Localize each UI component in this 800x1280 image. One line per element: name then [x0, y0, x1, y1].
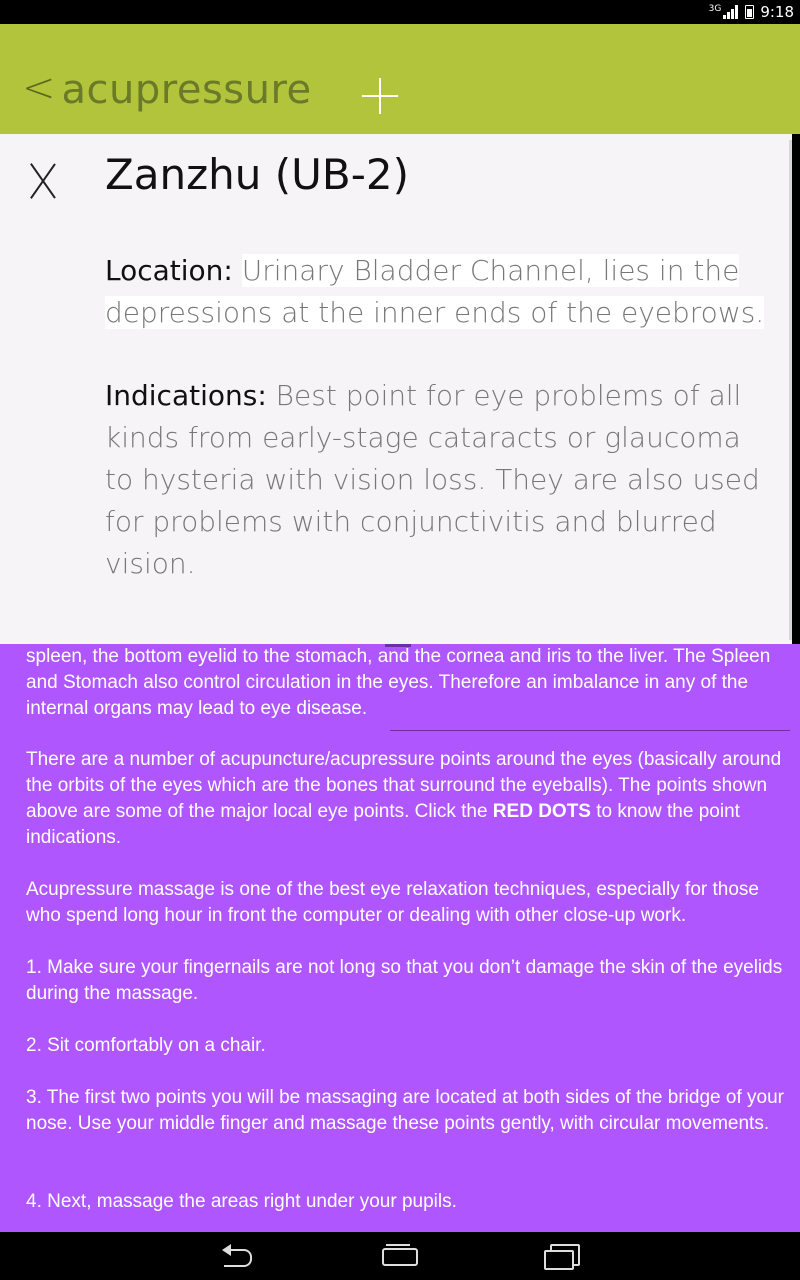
chevron-left-icon: < [22, 65, 56, 111]
popup-scrollbar[interactable] [789, 140, 792, 640]
back-icon[interactable] [220, 1240, 260, 1272]
article-content [0, 644, 800, 1232]
indications-label: Indications: [105, 379, 267, 412]
action-bar [0, 24, 800, 134]
location-label: Location: [105, 254, 233, 287]
location-text: Urinary Bladder Channel, lies in the depressions at the inner ends of the eyebrows. [105, 254, 765, 329]
article-text: There are a number of acupuncture/acupressure points around the eyes (basically around the orbits of the eyes which are the bones that surround the eyeballs). The points shown above are some of the major local eye points. Click the [26, 749, 782, 822]
article-divider [390, 730, 790, 731]
status-icons [709, 0, 794, 24]
article-paragraph: Acupressure massage is one of the best eye relaxation techniques, especially for those who spend long hour in front the computer or dealing with other close-up work. [26, 879, 759, 926]
point-title: Zanzhu (UB-2) [105, 150, 409, 199]
article-paragraph: spleen, the bottom eyelid to the stomach, and the cornea and iris to the liver. The Spleen and Stomach also control circulation in the eyes. Therefore an imbalance in any of the internal organs may lead to eye disease. [26, 646, 771, 719]
article-paragraph: 4. Next, massage the areas right under your pupils. [26, 1191, 457, 1212]
home-icon[interactable] [380, 1240, 420, 1272]
red-dots-link[interactable]: RED DOTS [492, 801, 591, 822]
article-paragraph: 3. The first two points you will be massaging are located at both sides of the bridge of your nose. Use your middle finger and massage these points gently, with circular movements. [26, 1087, 784, 1134]
clock: 9:18 [760, 3, 794, 21]
recents-icon[interactable] [542, 1240, 582, 1272]
location-block [105, 250, 775, 334]
article-text: to know the point indications. [26, 801, 740, 848]
close-icon[interactable] [28, 160, 58, 200]
navigation-bar [0, 1232, 800, 1280]
indications-block [105, 375, 775, 585]
plus-icon[interactable] [360, 76, 400, 116]
network-type: 3G [708, 4, 722, 14]
status-bar [0, 0, 800, 24]
indications-text: Best point for eye problems of all kinds from early-stage cataracts or glaucoma to hysteria with vision loss. They are also used for problems with conjunctivitis and blurred vision. [105, 379, 760, 580]
battery-icon [745, 5, 754, 19]
back-button[interactable] [22, 65, 312, 113]
signal-icon [723, 5, 739, 19]
article-paragraph [26, 747, 786, 851]
app-title: acupressure [61, 67, 312, 113]
article-paragraph: 1. Make sure your fingernails are not long so that you don’t damage the skin of the eyelids during the massage. [26, 957, 783, 1004]
article-paragraph: 2. Sit comfortably on a chair. [26, 1035, 266, 1056]
